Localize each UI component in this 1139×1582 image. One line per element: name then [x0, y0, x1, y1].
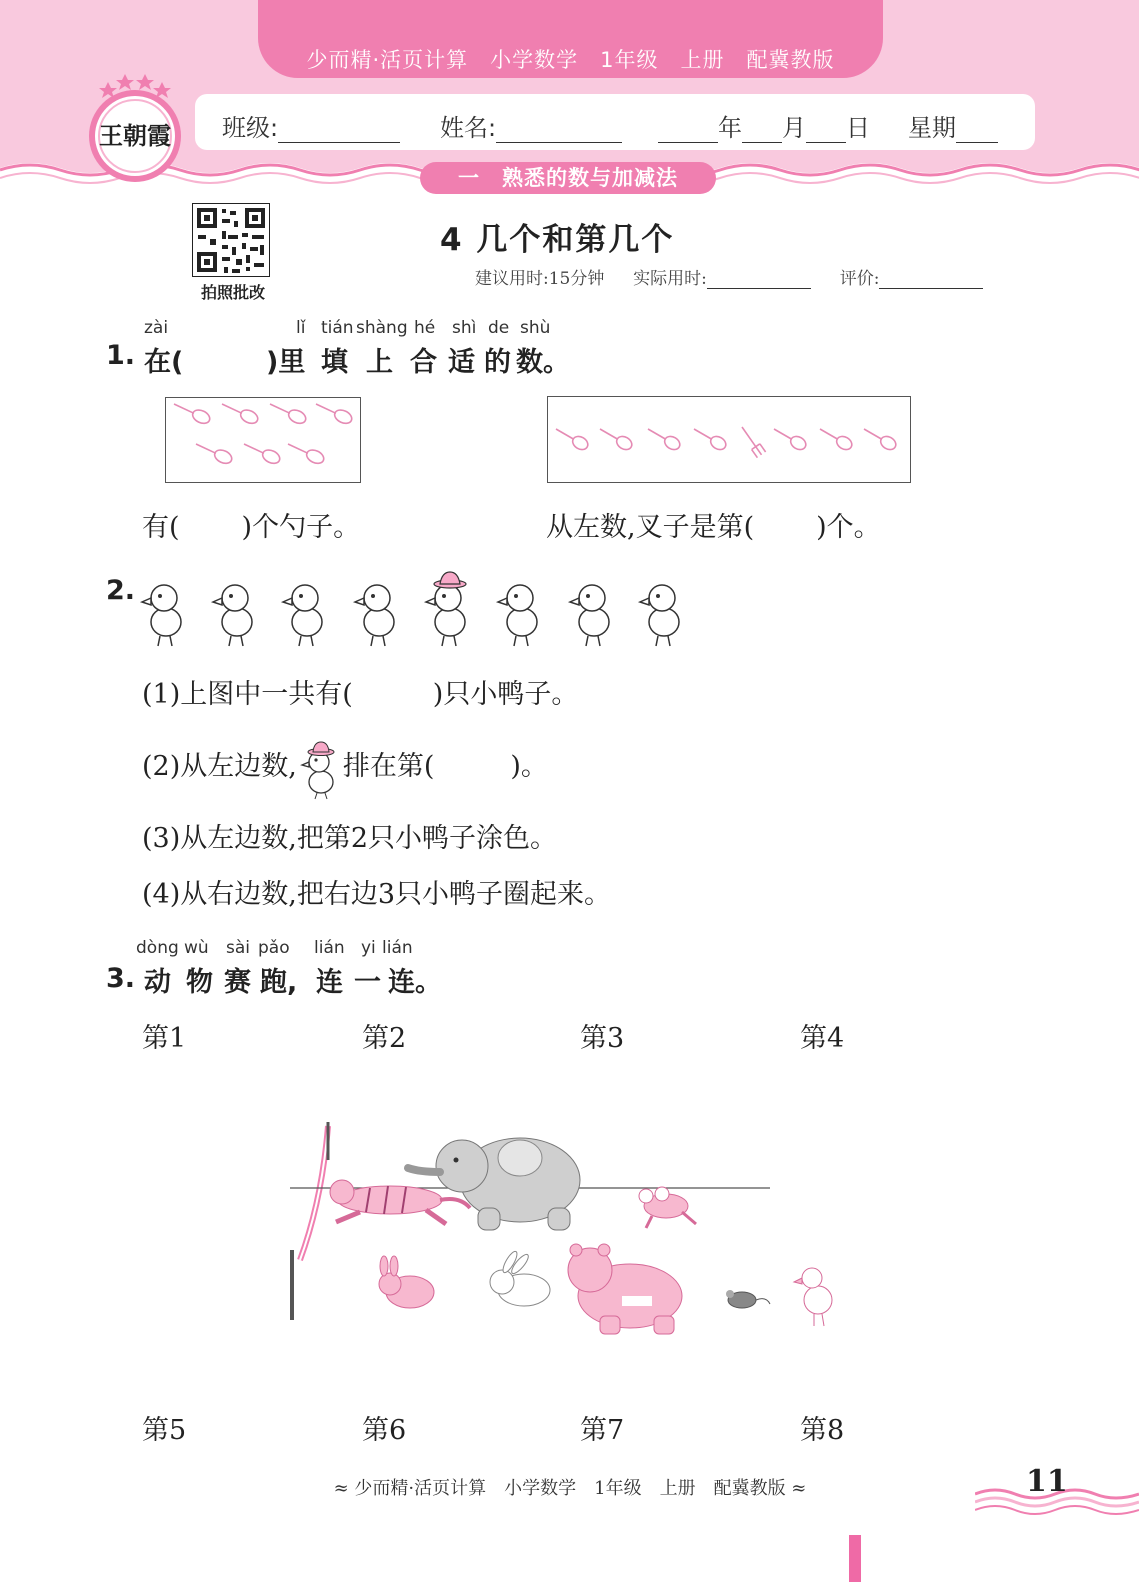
- q1-instruction: zài lǐ tián shàng hé shì de shù 在( )里 填 上 合 适 的 数。: [144, 318, 570, 378]
- q1-right-question: 从左数,叉子是第( )个。: [546, 512, 881, 543]
- rank-label-6[interactable]: 第6: [362, 1415, 407, 1446]
- section-label: 一 熟悉的数与加减法: [420, 162, 716, 194]
- animal-race-illustration: [270, 1120, 870, 1350]
- fork-icon: [738, 424, 766, 458]
- q2-number: 2.: [106, 575, 136, 606]
- suggested-time: 建议用时:15分钟: [475, 269, 605, 289]
- qr-code[interactable]: [192, 203, 270, 277]
- actual-time-label: 实际用时:: [633, 269, 707, 289]
- pink-rabbit-icon: [379, 1256, 434, 1308]
- date-field[interactable]: 年 月 日: [658, 108, 870, 143]
- page-number: 11: [1026, 1464, 1068, 1499]
- spoon-group: [166, 398, 360, 482]
- lesson-meta: [475, 264, 983, 289]
- duckling-icon: [283, 585, 322, 646]
- utensil-row: [548, 397, 910, 482]
- bear-icon: [568, 1244, 682, 1334]
- logo-text: 王朝霞: [99, 121, 171, 150]
- duckling-icon: [640, 585, 679, 646]
- weekday-field[interactable]: 星期: [908, 108, 998, 143]
- name-field[interactable]: 姓名:: [440, 108, 622, 143]
- q1-number: 1.: [106, 340, 136, 371]
- rank-label-8[interactable]: 第8: [800, 1415, 845, 1446]
- duck-icon: [794, 1268, 832, 1326]
- rank-label-7[interactable]: 第7: [580, 1415, 625, 1446]
- lesson-title: 4 几个和第几个: [440, 222, 675, 258]
- series-title: 少而精·活页计算 小学数学 1年级 上册 配冀教版: [306, 48, 835, 72]
- qr-label: 拍照批改: [200, 283, 265, 302]
- rank-label-5[interactable]: 第5: [142, 1415, 187, 1446]
- q2-item-3: (3)从左边数,把第2只小鸭子涂色。: [142, 823, 558, 854]
- duckling-with-hat-icon: [297, 736, 343, 800]
- spoon-box: [165, 397, 361, 483]
- rank-label-4[interactable]: 第4: [800, 1023, 845, 1054]
- duckling-icon: [355, 585, 394, 646]
- q2-item-2: (2)从左边数, 排在第( )。: [142, 744, 548, 783]
- duckling-icon: [498, 585, 537, 646]
- white-rabbit-icon: [490, 1250, 550, 1306]
- rank-label-3[interactable]: 第3: [580, 1023, 625, 1054]
- duckling-icon: [570, 585, 609, 646]
- duckling-with-hat-icon: [426, 572, 466, 646]
- frog-icon: [639, 1187, 696, 1228]
- q3-number: 3.: [106, 963, 136, 994]
- q2-item-4: (4)从右边数,把右边3只小鸭子圈起来。: [142, 879, 612, 910]
- edge-marker: [849, 1535, 861, 1582]
- duckling-row: [138, 570, 698, 650]
- rank-label-1[interactable]: 第1: [142, 1023, 187, 1054]
- mouse-icon: [726, 1290, 770, 1308]
- footer-series: ≈ 少而精·活页计算 小学数学 1年级 上册 配冀教版 ≈: [333, 1478, 807, 1499]
- brand-logo: [80, 68, 190, 188]
- actual-time-field[interactable]: [707, 270, 811, 289]
- duckling-icon: [142, 585, 181, 646]
- duckling-icon: [213, 585, 252, 646]
- q1-left-question: 有( )个勺子。: [142, 512, 361, 543]
- utensil-box: [547, 396, 911, 483]
- rank-label-2[interactable]: 第2: [362, 1023, 407, 1054]
- q2-item-1: (1)上图中一共有( )只小鸭子。: [142, 679, 579, 710]
- evaluation-field[interactable]: [879, 270, 983, 289]
- finish-ribbon-icon: [292, 1122, 328, 1320]
- evaluation-label: 评价:: [839, 269, 880, 289]
- q3-instruction: dòng wù sài pǎo lián yi lián 动 物 赛 跑, 连 一 连。: [136, 938, 442, 998]
- class-field[interactable]: 班级:: [222, 108, 400, 143]
